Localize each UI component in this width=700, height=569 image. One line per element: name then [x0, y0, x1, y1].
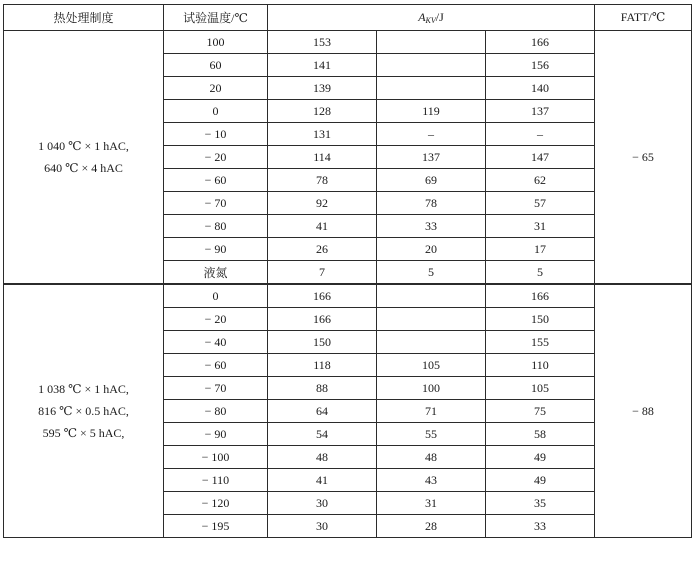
- akv-cell: 41: [268, 215, 377, 238]
- akv-cell: 92: [268, 192, 377, 215]
- akv-cell: 119: [377, 100, 486, 123]
- akv-cell: 139: [268, 77, 377, 100]
- akv-cell: 30: [268, 515, 377, 538]
- temp-cell: − 70: [164, 192, 268, 215]
- temp-cell: − 40: [164, 331, 268, 354]
- header-test-temp: 试验温度/℃: [164, 5, 268, 31]
- akv-cell: 150: [486, 308, 595, 331]
- akv-cell: 7: [268, 261, 377, 285]
- temp-cell: 20: [164, 77, 268, 100]
- akv-cell: 48: [377, 446, 486, 469]
- header-akv: [268, 5, 595, 31]
- akv-cell: 140: [486, 77, 595, 100]
- impact-test-table-container: [3, 4, 692, 538]
- akv-cell: [377, 77, 486, 100]
- akv-cell: 5: [377, 261, 486, 285]
- akv-cell: 137: [377, 146, 486, 169]
- akv-cell: 69: [377, 169, 486, 192]
- temp-cell: − 70: [164, 377, 268, 400]
- akv-cell: 75: [486, 400, 595, 423]
- akv-cell: 141: [268, 54, 377, 77]
- akv-cell: 78: [377, 192, 486, 215]
- akv-cell: 118: [268, 354, 377, 377]
- akv-cell: [377, 331, 486, 354]
- temp-cell: − 10: [164, 123, 268, 146]
- akv-cell: 62: [486, 169, 595, 192]
- akv-cell: 58: [486, 423, 595, 446]
- temp-cell: − 120: [164, 492, 268, 515]
- akv-cell: 20: [377, 238, 486, 261]
- akv-cell: 114: [268, 146, 377, 169]
- temp-cell: 0: [164, 284, 268, 308]
- table-row: [4, 284, 692, 308]
- temp-cell: − 60: [164, 354, 268, 377]
- temp-cell: − 20: [164, 146, 268, 169]
- akv-cell: 131: [268, 123, 377, 146]
- akv-cell: 57: [486, 192, 595, 215]
- treatment-cell: [4, 284, 164, 538]
- treatment-line: 816 ℃ × 0.5 hAC,: [38, 404, 129, 418]
- akv-cell: 41: [268, 469, 377, 492]
- akv-cell: 54: [268, 423, 377, 446]
- akv-cell: 49: [486, 446, 595, 469]
- akv-cell: 33: [486, 515, 595, 538]
- temp-cell: − 80: [164, 400, 268, 423]
- treatment-line: 1 038 ℃ × 1 hAC,: [38, 382, 129, 396]
- temp-cell: − 110: [164, 469, 268, 492]
- temp-cell: − 100: [164, 446, 268, 469]
- table-header-row: [4, 5, 692, 31]
- akv-cell: 31: [377, 492, 486, 515]
- akv-cell: 166: [268, 308, 377, 331]
- akv-symbol: A: [418, 10, 426, 24]
- akv-cell: 31: [486, 215, 595, 238]
- akv-subscript: KV: [425, 16, 436, 25]
- temp-cell: − 90: [164, 238, 268, 261]
- akv-cell: 64: [268, 400, 377, 423]
- treatment-line: 595 ℃ × 5 hAC,: [42, 426, 125, 440]
- akv-cell: 55: [377, 423, 486, 446]
- akv-cell: 147: [486, 146, 595, 169]
- akv-cell: 166: [486, 284, 595, 308]
- akv-cell: 110: [486, 354, 595, 377]
- akv-cell: 100: [377, 377, 486, 400]
- akv-cell: [377, 31, 486, 54]
- treatment-cell: [4, 31, 164, 285]
- akv-cell: 5: [486, 261, 595, 285]
- akv-cell: [377, 54, 486, 77]
- akv-cell: 153: [268, 31, 377, 54]
- akv-cell: 156: [486, 54, 595, 77]
- akv-cell: [377, 284, 486, 308]
- group-2: [4, 284, 692, 538]
- akv-cell: 28: [377, 515, 486, 538]
- akv-cell: 166: [268, 284, 377, 308]
- temp-cell: 100: [164, 31, 268, 54]
- temp-cell: − 60: [164, 169, 268, 192]
- group-1: [4, 31, 692, 285]
- header-treatment: 热处理制度: [4, 5, 164, 31]
- akv-cell: 49: [486, 469, 595, 492]
- akv-cell: 35: [486, 492, 595, 515]
- temp-cell: − 195: [164, 515, 268, 538]
- treatment-line: 1 040 ℃ × 1 hAC,: [38, 139, 129, 153]
- akv-cell: 88: [268, 377, 377, 400]
- akv-cell: –: [486, 123, 595, 146]
- akv-cell: 17: [486, 238, 595, 261]
- fatt-cell: − 65: [595, 31, 692, 285]
- akv-cell: 150: [268, 331, 377, 354]
- table-row: [4, 31, 692, 54]
- akv-cell: 166: [486, 31, 595, 54]
- temp-cell: − 20: [164, 308, 268, 331]
- temp-cell: 60: [164, 54, 268, 77]
- impact-test-table: [3, 4, 692, 538]
- akv-cell: 26: [268, 238, 377, 261]
- temp-cell: − 90: [164, 423, 268, 446]
- akv-cell: 48: [268, 446, 377, 469]
- akv-cell: –: [377, 123, 486, 146]
- temp-cell: 0: [164, 100, 268, 123]
- temp-cell: − 80: [164, 215, 268, 238]
- akv-cell: 43: [377, 469, 486, 492]
- akv-cell: 128: [268, 100, 377, 123]
- akv-cell: [377, 308, 486, 331]
- treatment-line: 640 ℃ × 4 hAC: [44, 161, 123, 175]
- akv-cell: 105: [377, 354, 486, 377]
- akv-cell: 78: [268, 169, 377, 192]
- akv-unit: /J: [435, 10, 444, 24]
- temp-cell: 液氮: [164, 261, 268, 285]
- header-fatt: FATT/℃: [595, 5, 692, 31]
- akv-cell: 155: [486, 331, 595, 354]
- akv-cell: 33: [377, 215, 486, 238]
- akv-cell: 105: [486, 377, 595, 400]
- akv-cell: 71: [377, 400, 486, 423]
- akv-cell: 30: [268, 492, 377, 515]
- akv-cell: 137: [486, 100, 595, 123]
- fatt-cell: − 88: [595, 284, 692, 538]
